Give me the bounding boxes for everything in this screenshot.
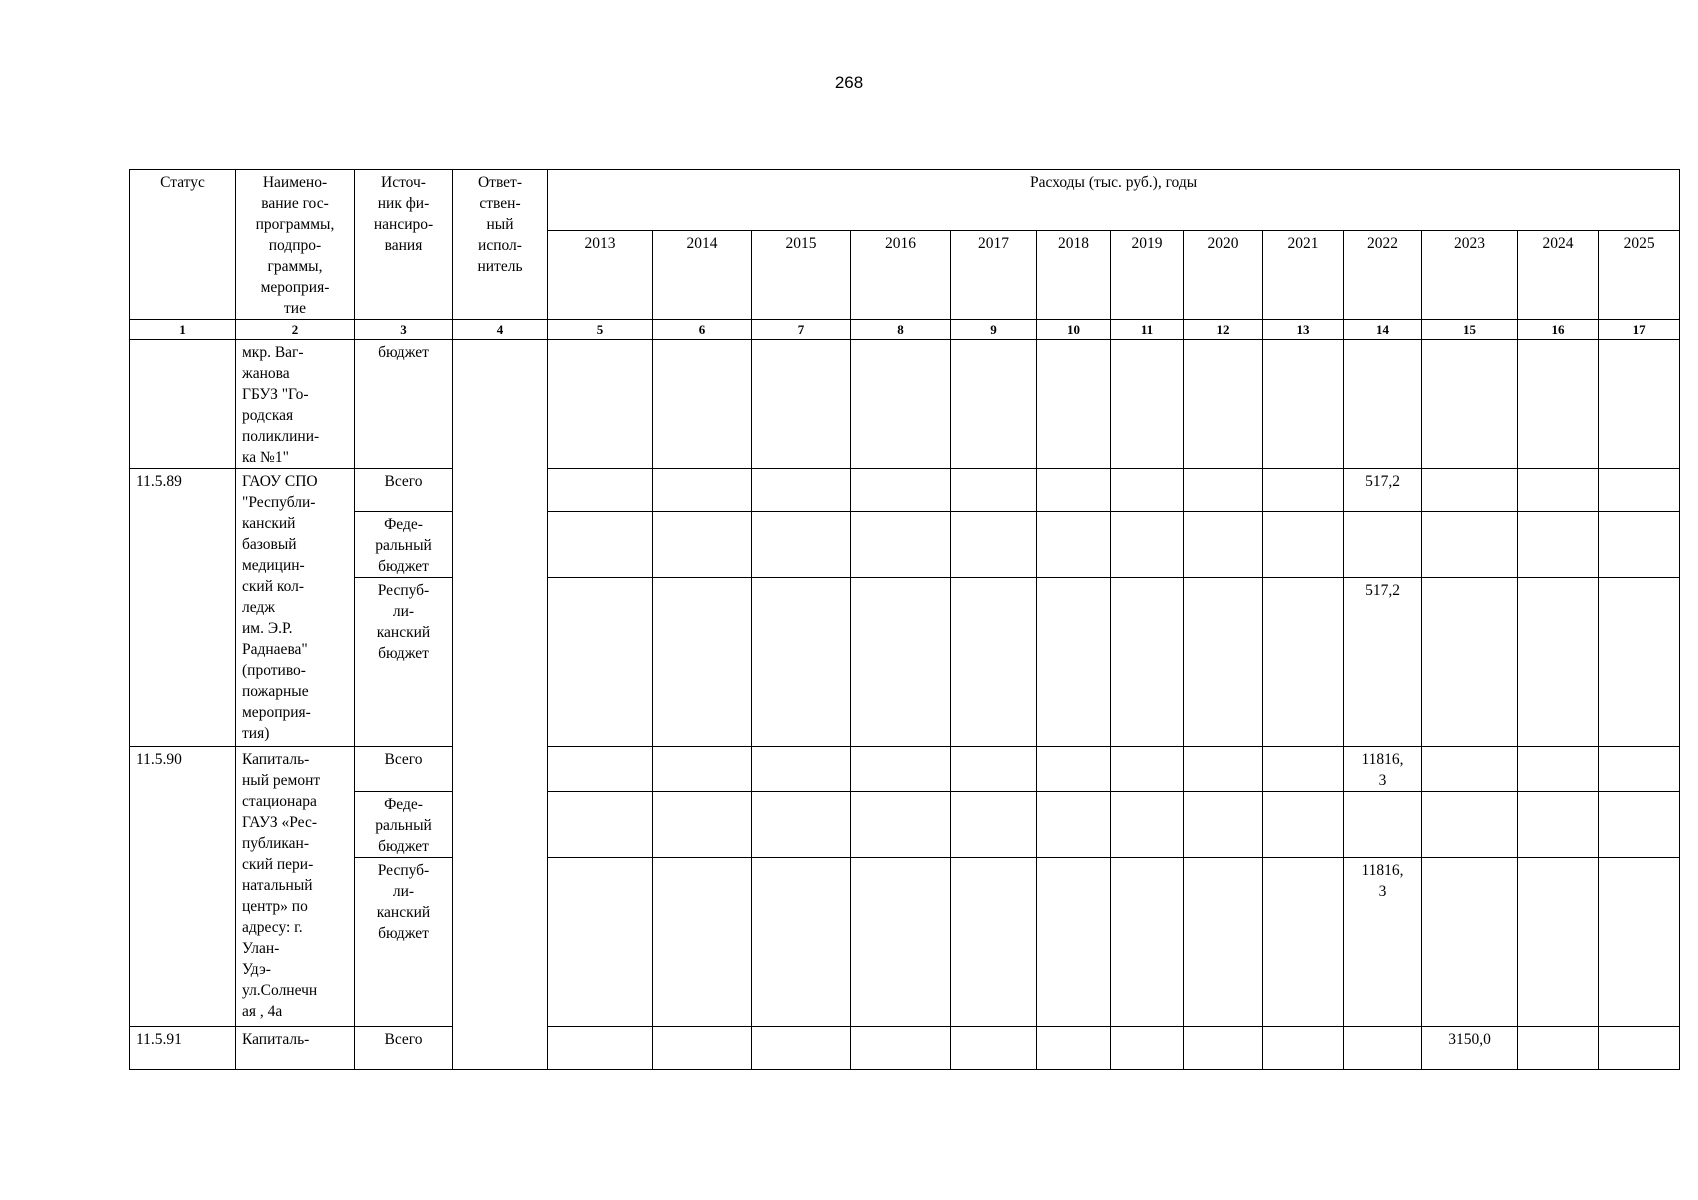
table-row [130,792,1680,858]
header-year: 2014 [653,231,752,320]
column-number: 7 [752,320,851,340]
table-row [130,512,1680,578]
source-cell: Всего [355,469,453,512]
column-number: 4 [453,320,548,340]
column-number: 15 [1422,320,1518,340]
header-year: 2016 [851,231,951,320]
header-expenses: Расходы (тыс. руб.), годы [548,170,1680,231]
header-year: 2021 [1263,231,1344,320]
name-cell: Капиталь- ный ремонт стационара ГАУЗ «Рес- публикан- ский пери- натальный центр» по адресу: г. Улан- Удэ- ул.Солнечн ая , 4а [236,747,355,1027]
name-cell: мкр. Ваг- жанова ГБУЗ "Го- родская поликлини- ка №1" [236,340,355,469]
table-row [130,340,1680,469]
status-cell: 11.5.90 [130,747,236,1027]
column-number: 6 [653,320,752,340]
column-number: 11 [1111,320,1184,340]
header-source: Источ- ник фи- нансиро- вания [355,170,453,320]
page-number: 268 [834,73,864,92]
source-cell: Всего [355,747,453,792]
status-cell: 11.5.91 [130,1027,236,1070]
column-number: 13 [1263,320,1344,340]
status-cell: 11.5.89 [130,469,236,747]
header-status: Статус [130,170,236,320]
executor-cell [453,340,548,1070]
source-cell: Всего [355,1027,453,1070]
value-cell: 517,2 [1344,469,1422,512]
header-year: 2013 [548,231,653,320]
status-cell [130,340,236,469]
column-number: 3 [355,320,453,340]
header-year: 2017 [951,231,1037,320]
expenses-table [129,169,1680,1070]
source-cell: Респуб- ли- канский бюджет [355,858,453,1027]
value-cell: 3150,0 [1422,1027,1518,1070]
column-number: 5 [548,320,653,340]
header-year: 2024 [1518,231,1599,320]
name-cell: Капиталь- [236,1027,355,1070]
table-row [130,578,1680,747]
source-cell: Респуб- ли- канский бюджет [355,578,453,747]
header-year: 2019 [1111,231,1184,320]
header-year: 2015 [752,231,851,320]
column-number: 17 [1599,320,1680,340]
column-number: 14 [1344,320,1422,340]
table-row [130,1027,1680,1070]
source-cell: Феде- ральный бюджет [355,512,453,578]
column-number: 2 [236,320,355,340]
table-row [130,858,1680,1027]
header-year: 2025 [1599,231,1680,320]
header-name: Наимено- вание гос- программы, подпро- граммы, мероприя- тие [236,170,355,320]
column-number: 8 [851,320,951,340]
value-cell: 11816, 3 [1344,858,1422,1027]
table-row [130,469,1680,512]
table-row [130,747,1680,792]
column-number: 10 [1037,320,1111,340]
name-cell: ГАОУ СПО "Республи- канский базовый медицин- ский кол- ледж им. Э.Р. Раднаева" (противо- пожарные мероприя- тия) [236,469,355,747]
header-year: 2022 [1344,231,1422,320]
column-number: 9 [951,320,1037,340]
value-cell: 11816, 3 [1344,747,1422,792]
header-year: 2023 [1422,231,1518,320]
column-numbers-row [130,320,1680,340]
source-cell: бюджет [355,340,453,469]
column-number: 16 [1518,320,1599,340]
column-number: 12 [1184,320,1263,340]
header-year: 2020 [1184,231,1263,320]
column-number: 1 [130,320,236,340]
value-cell: 517,2 [1344,578,1422,747]
source-cell: Феде- ральный бюджет [355,792,453,858]
header-executor: Ответ- ствен- ный испол- нитель [453,170,548,320]
header-year: 2018 [1037,231,1111,320]
